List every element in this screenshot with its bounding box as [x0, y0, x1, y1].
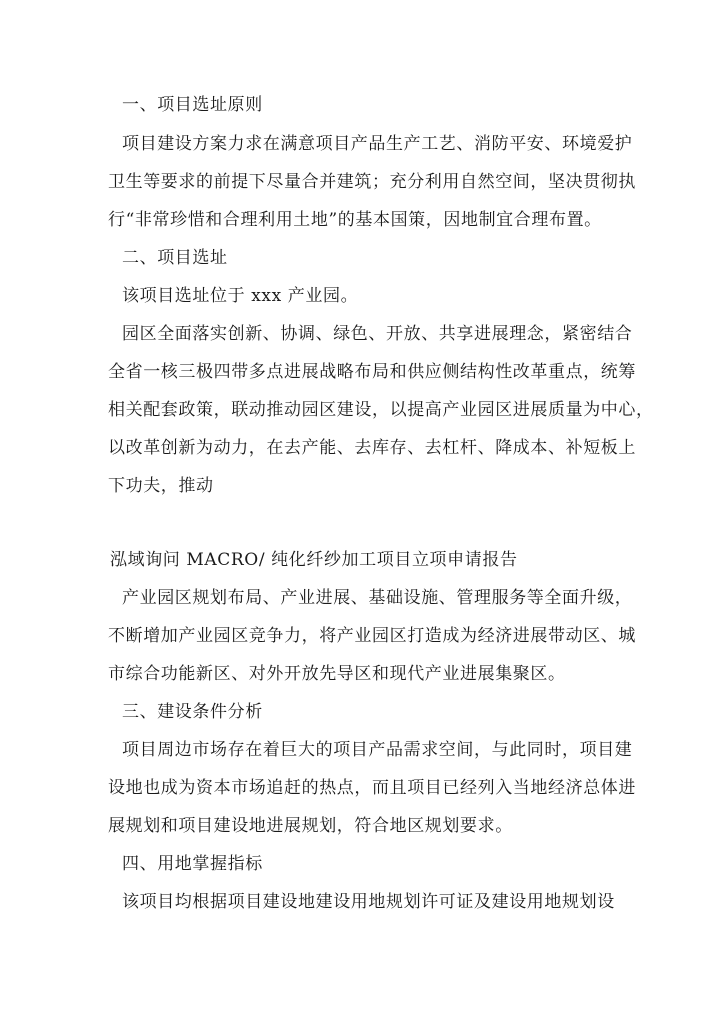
section-heading: 四、用地掌握指标 [122, 854, 263, 874]
paragraph-line: 项目周边市场存在着巨大的项目产品需求空间，与此同时，项目建 [122, 740, 633, 760]
paragraph-line: 全省一核三极四带多点进展战略布局和供应侧结构性改革重点，统筹 [108, 362, 636, 382]
section-heading: 一、项目选址原则 [122, 95, 263, 115]
paragraph-line: 设地也成为资本市场追赶的热点，而且项目已经列入当地经济总体进 [108, 778, 636, 798]
paragraph-line: 产业园区规划布局、产业进展、基础设施、管理服务等全面升级， [122, 588, 633, 608]
paragraph-line: 行“非常珍惜和合理利用土地”的基本国策，因地制宜合理布置。 [108, 210, 602, 230]
paragraph-line: 项目建设方案力求在满意项目产品生产工艺、消防平安、环境爱护 [122, 134, 633, 154]
paragraph-line: 展规划和项目建设地进展规划，符合地区规划要求。 [108, 816, 513, 836]
running-header: 泓域询问 MACRO/ 纯化纤纱加工项目立项申请报告 [110, 550, 518, 570]
paragraph-line: 不断增加产业园区竞争力，将产业园区打造成为经济进展带动区、城 [108, 626, 636, 646]
paragraph-line: 相关配套政策，联动推动园区建设，以提高产业园区进展质量为中心， [108, 400, 654, 420]
paragraph-line: 该项目均根据项目建设地建设用地规划许可证及建设用地规划设 [122, 892, 615, 912]
paragraph-line: 园区全面落实创新、协调、绿色、开放、共享进展理念，紧密结合 [122, 324, 633, 344]
paragraph-line: 市综合功能新区、对外开放先导区和现代产业进展集聚区。 [108, 664, 566, 684]
paragraph-line: 该项目选址位于 xxx 产业园。 [122, 286, 359, 306]
section-heading: 二、项目选址 [122, 248, 228, 268]
paragraph-line: 以改革创新为动力，在去产能、去库存、去杠杆、降成本、补短板上 [108, 438, 636, 458]
paragraph-line: 卫生等要求的前提下尽量合并建筑；充分利用自然空间，坚决贯彻执 [108, 172, 636, 192]
section-heading: 三、建设条件分析 [122, 702, 263, 722]
paragraph-line: 下功夫，推动 [108, 476, 214, 496]
